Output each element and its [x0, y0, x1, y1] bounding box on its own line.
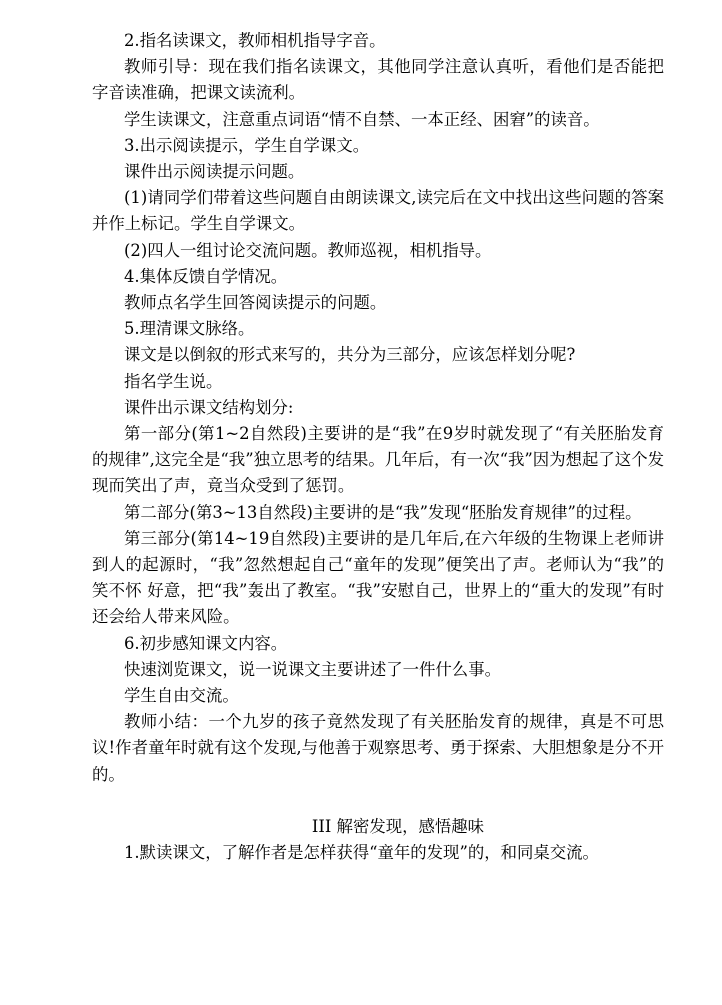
- paragraph: 第一部分(第1~2自然段)主要讲的是“我”在9岁时就发现了“有关胚胎发育的规律”,这完全是“我”独立思考的结果。几年后，有一次“我”因为想起了这个发现而笑出了声，竟当众受到了惩罚。: [92, 424, 664, 496]
- paragraph: 3.出示阅读提示，学生自学课文。: [124, 135, 370, 155]
- paragraph: 课件出示阅读提示问题。: [124, 162, 305, 182]
- paragraph: (2)四人一组讨论交流问题。教师巡视，相机指导。: [124, 240, 492, 260]
- paragraph: 学生读课文，注意重点词语“情不自禁、一本正经、困窘”的读音。: [124, 109, 600, 129]
- section-heading: III 解密发现，感悟趣味: [311, 816, 485, 836]
- section-gap: [92, 788, 664, 814]
- paragraph: 5.理清课文脉络。: [124, 319, 255, 339]
- paragraph: 第二部分(第3~13自然段)主要讲的是“我”发现“胚胎发育规律”的过程。: [124, 502, 642, 522]
- paragraph: 6.初步感知课文内容。: [124, 633, 288, 653]
- paragraph: 学生自由交流。: [124, 686, 239, 706]
- paragraph: 4.集体反馈自学情况。: [124, 266, 288, 286]
- paragraph: 教师点名学生回答阅读提示的问题。: [124, 293, 387, 313]
- paragraph: 教师小结：一个九岁的孩子竟然发现了有关胚胎发育的规律，真是不可思议!作者童年时就有这个发现,与他善于观察思考、勇于探索、大胆想象是分不开的。: [92, 712, 664, 784]
- paragraph: 第三部分(第14~19自然段)主要讲的是几年后,在六年级的生物课上老师讲到人的起源时，“我”忽然想起自己“童年的发现”便笑出了声。老师认为“我”的笑不怀 好意，把“我”轰出了教室。“我”安慰自己，世界上的“重大的发现”有时还会给人带来风险。: [92, 528, 664, 627]
- paragraph: 课件出示课文结构划分:: [124, 397, 294, 417]
- paragraph: (1)请同学们带着这些问题自由朗读课文,读完后在文中找出这些问题的答案并作上标记。学生自学课文。: [92, 188, 664, 234]
- document-body: [92, 28, 664, 788]
- section-body: [92, 840, 664, 866]
- paragraph: 课文是以倒叙的形式来写的，共分为三部分，应该怎样划分呢?: [124, 345, 576, 365]
- paragraph: 快速浏览课文，说一说课文主要讲述了一件什么事。: [124, 659, 501, 679]
- paragraph: 1.默读课文，了解作者是怎样获得“童年的发现”的，和同桌交流。: [124, 843, 599, 863]
- paragraph: 教师引导：现在我们指名读课文，其他同学注意认真听，看他们是否能把字音读准确，把课文读流利。: [92, 57, 664, 103]
- paragraph: 2.指名读课文，教师相机指导字音。: [124, 31, 386, 50]
- paragraph: 指名学生说。: [124, 371, 223, 391]
